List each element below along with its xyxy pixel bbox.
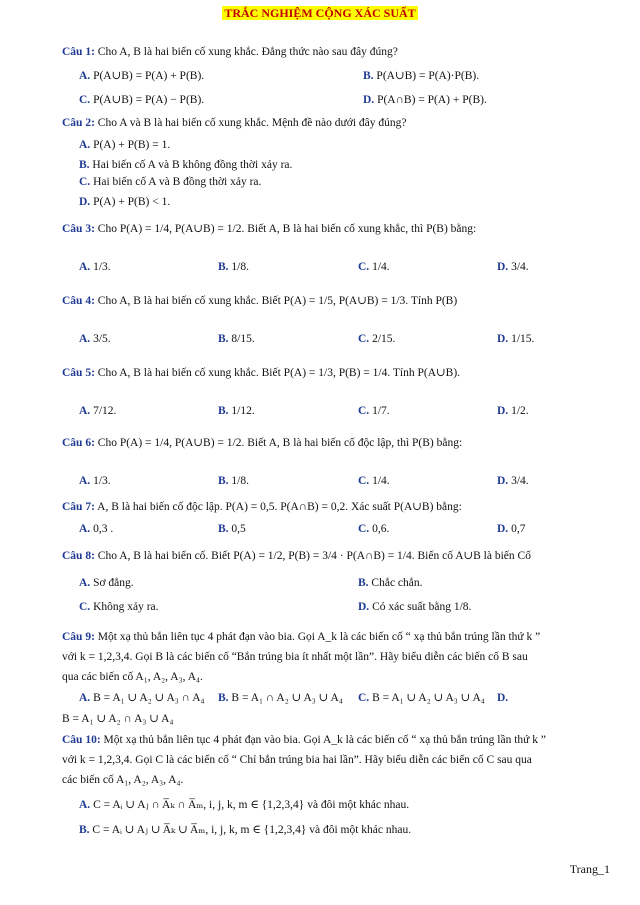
option-letter: B. xyxy=(218,261,229,273)
option-letter: B. xyxy=(218,692,229,704)
q7-option-c[interactable]: C. 0,6. xyxy=(358,523,390,535)
option-letter: A. xyxy=(79,70,91,82)
q4-option-d[interactable]: D. 1/15. xyxy=(497,333,535,345)
q8-option-d[interactable]: D. Có xác suất bằng 1/8. xyxy=(358,601,472,613)
page-title: TRẮC NGHIỆM CỘNG XÁC SUẤT xyxy=(224,6,416,20)
question-6: Câu 6: Cho P(A) = 1/4, P(A∪B) = 1/2. Biết A, B là hai biến cố độc lập, thì P(B) bằng: xyxy=(62,437,463,449)
option-letter: D. xyxy=(497,333,509,345)
question-7: Câu 7: A, B là hai biến cố độc lập. P(A) = 0,5. P(A∩B) = 0,2. Xác suất P(A∪B) bằng: xyxy=(62,501,462,513)
q6-option-c[interactable]: C. 1/4. xyxy=(358,475,390,487)
q10-option-b[interactable]: B. C = Aᵢ ∪ Aⱼ ∪ A̅ₖ ∪ A̅ₘ, i, j, k, m ∈ {1,2,3,4} và đôi một khác nhau. xyxy=(79,824,412,836)
q1-option-b[interactable]: B. P(A∪B) = P(A)·P(B). xyxy=(363,70,480,82)
q2-option-b[interactable]: B. Hai biến cố A và B không đồng thời xảy ra. xyxy=(79,159,293,171)
q9-option-d[interactable] xyxy=(497,691,508,705)
question-5: Câu 5: Cho A, B là hai biến cố xung khắc. Biết P(A) = 1/3, P(B) = 1/4. Tính P(A∪B). xyxy=(62,367,461,379)
option-letter: B. xyxy=(79,824,90,836)
option-letter: B. xyxy=(358,577,369,589)
option-letter: D. xyxy=(497,523,509,535)
q3-option-a[interactable]: A. 1/3. xyxy=(79,261,111,273)
q2-option-d[interactable]: D. P(A) + P(B) < 1. xyxy=(79,196,171,208)
option-letter: C. xyxy=(79,94,91,106)
q5-option-d[interactable]: D. 1/2. xyxy=(497,405,529,417)
question-10: Câu 10: Một xạ thủ bắn liên tục 4 phát đạn vào bia. Gọi A_k là các biến cố “ xạ thủ bắn trúng lần thứ k ” xyxy=(62,734,547,746)
q7-option-a[interactable]: A. 0,3 . xyxy=(79,523,114,535)
option-letter: B. xyxy=(218,523,229,535)
option-letter: C. xyxy=(358,333,370,345)
q8-option-a[interactable]: A. Sơ đẳng. xyxy=(79,577,134,589)
option-letter: B. xyxy=(79,159,90,171)
option-letter: B. xyxy=(218,475,229,487)
q6-option-b[interactable]: B. 1/8. xyxy=(218,475,249,487)
q5-option-b[interactable]: B. 1/12. xyxy=(218,405,255,417)
question-3: Câu 3: Cho P(A) = 1/4, P(A∪B) = 1/2. Biết A, B là hai biến cố xung khắc, thì P(B) bằng: xyxy=(62,223,477,235)
option-letter: D. xyxy=(79,196,91,208)
q4-option-b[interactable]: B. 8/15. xyxy=(218,333,255,345)
page-number: Trang_1 xyxy=(569,862,610,876)
q1-option-a[interactable]: A. P(A∪B) = P(A) + P(B). xyxy=(79,70,205,82)
q3-option-b[interactable]: B. 1/8. xyxy=(218,261,249,273)
option-letter: C. xyxy=(358,475,370,487)
q3-option-d[interactable]: D. 3/4. xyxy=(497,261,529,273)
option-letter: C. xyxy=(358,261,370,273)
question-1: Câu 1: Cho A, B là hai biến cố xung khắc. Đẳng thức nào sau đây đúng? xyxy=(62,46,398,58)
option-letter: A. xyxy=(79,523,91,535)
q1-option-d[interactable]: D. P(A∩B) = P(A) + P(B). xyxy=(363,94,487,106)
option-letter: C. xyxy=(358,692,370,704)
q2-option-a[interactable]: A. P(A) + P(B) = 1. xyxy=(79,139,171,151)
option-letter: D. xyxy=(497,475,509,487)
q2-option-c[interactable]: C. Hai biến cố A và B đồng thời xảy ra. xyxy=(79,176,262,188)
option-letter: D. xyxy=(363,94,375,106)
option-letter: A. xyxy=(79,333,91,345)
option-letter: A. xyxy=(79,577,91,589)
question-9-line-2: với k = 1,2,3,4. Gọi B là các biến cố “Bắn trúng bia ít nhất một lần”. Hãy biểu diễn các biến cố B sau xyxy=(62,651,528,663)
option-letter: A. xyxy=(79,139,91,151)
q9-option-c[interactable]: C. B = A₁ ∪ A₂ ∪ A₃ ∪ A₄ xyxy=(358,692,485,704)
q7-option-b[interactable]: B. 0,5 xyxy=(218,523,246,535)
q8-option-c[interactable]: C. Không xảy ra. xyxy=(79,601,159,613)
option-letter: D. xyxy=(497,261,509,273)
q6-option-a[interactable]: A. 1/3. xyxy=(79,475,111,487)
q7-option-d[interactable]: D. 0,7 xyxy=(497,523,526,535)
option-letter: A. xyxy=(79,405,91,417)
option-letter: A. xyxy=(79,692,91,704)
option-letter: C. xyxy=(79,176,91,188)
question-8: Câu 8: Cho A, B là hai biến cố. Biết P(A) = 1/2, P(B) = 3/4 · P(A∩B) = 1/4. Biến cố A∪B là biến Cố xyxy=(62,550,531,562)
option-letter: D. xyxy=(358,601,370,613)
q9-option-d-expression: B = A₁ ∪ A₂ ∩ A₃ ∪ A₄ xyxy=(62,713,174,725)
q4-option-a[interactable]: A. 3/5. xyxy=(79,333,111,345)
option-letter: D. xyxy=(497,405,509,417)
q10-option-a[interactable]: A. C = Aᵢ ∪ Aⱼ ∩ A̅ₖ ∩ A̅ₘ, i, j, k, m ∈ {1,2,3,4} và đôi một khác nhau. xyxy=(79,799,410,811)
question-4: Câu 4: Cho A, B là hai biến cố xung khắc. Biết P(A) = 1/5, P(A∪B) = 1/3. Tính P(B) xyxy=(62,295,458,307)
option-letter: C. xyxy=(79,601,91,613)
option-letter: D. xyxy=(497,692,509,704)
q8-option-b[interactable]: B. Chắc chắn. xyxy=(358,577,423,589)
q9-option-a[interactable]: A. B = A₁ ∪ A₂ ∪ A₃ ∩ A₄ xyxy=(79,692,205,704)
q4-option-c[interactable]: C. 2/15. xyxy=(358,333,396,345)
option-letter: C. xyxy=(358,523,370,535)
q5-option-c[interactable]: C. 1/7. xyxy=(358,405,390,417)
option-letter: B. xyxy=(363,70,374,82)
option-letter: A. xyxy=(79,475,91,487)
question-10-line-3: các biến cố A₁, A₂, A₃, A₄. xyxy=(62,774,184,786)
option-letter: B. xyxy=(218,405,229,417)
question-2: Câu 2: Cho A và B là hai biến cố xung khắc. Mệnh đề nào dưới đây đúng? xyxy=(62,117,407,129)
option-letter: C. xyxy=(358,405,370,417)
q6-option-d[interactable]: D. 3/4. xyxy=(497,475,529,487)
option-letter: A. xyxy=(79,799,91,811)
question-10-line-2: với k = 1,2,3,4. Gọi C là các biến cố “ Chỉ bắn trúng bia hai lần”. Hãy biểu diễn các biến cố C sau qua xyxy=(62,754,532,766)
question-9-line-3: qua các biến cố A₁, A₂, A₃, A₄. xyxy=(62,671,203,683)
q3-option-c[interactable]: C. 1/4. xyxy=(358,261,390,273)
option-letter: A. xyxy=(79,261,91,273)
option-letter: B. xyxy=(218,333,229,345)
q9-option-b[interactable]: B. B = A₁ ∩ A₂ ∪ A₃ ∪ A₄ xyxy=(218,692,343,704)
question-9: Câu 9: Một xạ thủ bắn liên tục 4 phát đạn vào bia. Gọi A_k là các biến cố “ xạ thủ bắn trúng lần thứ k ” xyxy=(62,631,541,643)
q1-option-c[interactable]: C. P(A∪B) = P(A) − P(B). xyxy=(79,94,205,106)
q5-option-a[interactable]: A. 7/12. xyxy=(79,405,117,417)
